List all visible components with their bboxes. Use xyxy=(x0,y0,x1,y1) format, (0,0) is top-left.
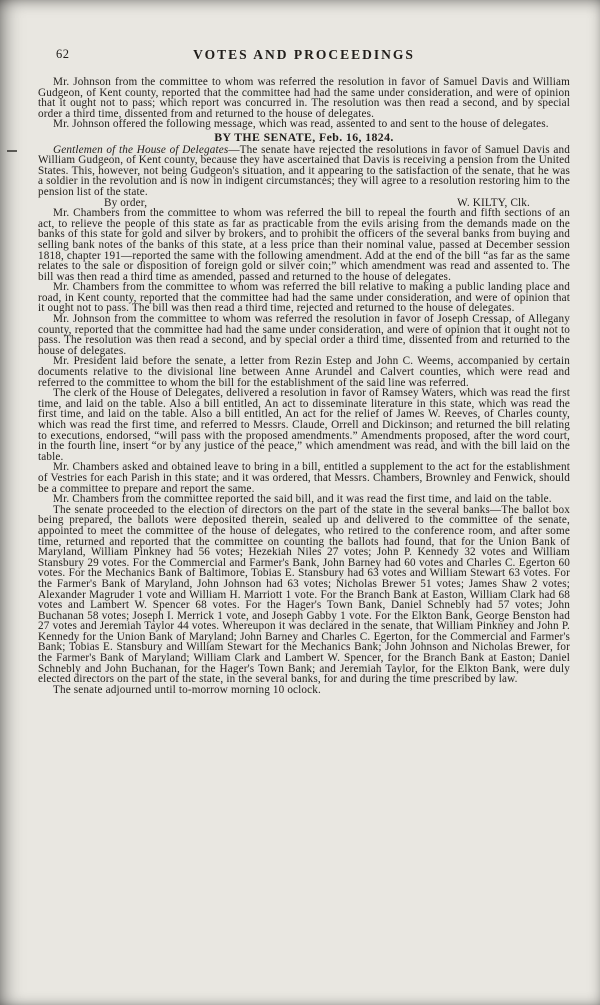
paragraph: Mr. Johnson offered the following message, which was read, assented to and sent to the house of delegates. xyxy=(53,118,549,131)
address-paragraph xyxy=(38,145,570,198)
by-order-label: By order, xyxy=(104,196,148,209)
paragraph-text: —The senate have rejected the resolutions in favor of Samuel Davis and William Gudgeon, of Kent county, because they have ascertained that Davis is receiving a pension from the United States. This, however, not being Gudgeon's situation, and it appearing to the satisfaction of the senate, that he was a soldier in the revolution and is now in indigent circumstances; they will agree to a resolution restoring him to the pension list of the state. xyxy=(38,143,570,198)
salutation-text: Gentlemen of the House of Delegates xyxy=(53,143,229,156)
paragraph: Mr. Chambers from the committee reported the said bill, and it was read the first time, and laid on the table. xyxy=(53,493,552,506)
paragraph: Mr. Chambers from the committee to whom was referred the bill to repeal the fourth and fifth sections of an act, to relieve the people of this state as far as practicable from the evils arising from the demands made on the banks of this state for gold and silver by brokers, and to prohibit the officers of the several banks from buying and selling bank notes of the banks of this state, at a less price than their nominal value, passed at December session 1818, chapter 191—reported the same with the following amendment. Add at the end of the bill “as far as the same relates to the sale or disposition of foreign gold or silver coin;” which amendment was read and assented to. The bill was then read a third time as amended, passed and returned to the house of delegates. xyxy=(38,207,570,283)
scan-artifact xyxy=(7,150,17,152)
page-title: VOTES AND PROCEEDINGS xyxy=(193,47,415,62)
paragraph: The senate adjourned until to-morrow morning 10 oclock. xyxy=(53,683,321,696)
paragraph: Mr. Chambers from the committee to whom was referred the bill relative to making a public landing place and road, in Kent county, reported that the committee had had the same under consideration, and were of opinion that it ought not to pass. The bill was then read a third time, rejected and returned to the house of delegates. xyxy=(38,281,570,315)
paragraph: Mr. Johnson from the committee to whom was referred the resolution in favor of Joseph Cressap, of Allegany county, reported that the committee had had the same under consideration, and were of opinion that it ought not to pass. The resolution was then read a second, and by special order a third time, dissented from and returned to the house of delegates. xyxy=(38,313,570,357)
clerk-signature: W. KILTY, Clk. xyxy=(457,196,530,209)
paragraph: Mr. President laid before the senate, a letter from Rezin Estep and John C. Weems, accompanied by certain documents relative to the divisional line between Anne Arundel and Calvert counties, which were read and referred to the committee to whom the bill for the establishment of the said line was referred. xyxy=(38,355,570,389)
paragraph: The senate proceeded to the election of directors on the part of the state in the several banks—The ballot box being prepared, the ballots were deposited therein, sealed up and delivered to the committee of the senate, appointed to meet the committee of the house of delegates, who retired to the conference room, and after some time, returned and reported that the committee on counting the ballots had found, that for the Union Bank of Maryland, William Pinkney had 56 votes; Hezekiah Niles 27 votes; John P. Kennedy 32 votes and William Stansbury 29 votes. For the Commercial and Farmer's Bank, John Barney had 60 votes and Charles C. Egerton 60 votes. For the Mechanics Bank of Baltimore, Tobias E. Stansbury had 63 votes and William Stewart 63 votes. For the Farmer's Bank of Maryland, John Johnson had 63 votes; Nicholas Brewer 51 votes; James Shaw 2 votes; Alexander Magruder 1 vote and William H. Marriott 1 vote. For the Branch Bank at Easton, William Clark had 68 votes and Lambert W. Spencer 68 votes. For the Hager's Town Bank, Daniel Schnebly had 57 votes; John Buchanan 58 votes; Joseph I. Merrick 1 vote, and Joseph Gabby 1 vote. For the Elkton Bank, George Benston had 27 votes and Jeremiah Taylor 44 votes. Whereupon it was declared in the senate, that William Pinkney and John P. Kennedy for the Union Bank of Maryland; John Barney and Charles C. Egerton, for the Commercial and Farmer's Bank; Tobias E. Stansbury and William Stewart for the Mechanics Bank; John Johnson and Nicholas Brewer, for the Farmer's Bank of Maryland; William Clark and Lambert W. Spencer, for the Branch Bank at Easton; Daniel Schnebly and John Buchanan, for the Hager's Town Bank; and Jeremiah Taylor, for the Elkton Bank, were duly elected directors on the part of the state, in the several banks, for and during the time prescribed by law. xyxy=(38,503,570,686)
page-header xyxy=(38,46,570,62)
page-body xyxy=(38,77,570,695)
paragraph: Mr. Chambers asked and obtained leave to bring in a bill, entitled a supplement to the act for the establishment of Vestries for each Parish in this state; and it was ordered, that Messrs. Chambers, Brownley and Fenwick, should be a committee to prepare and report the same. xyxy=(38,461,570,495)
page-number: 62 xyxy=(56,47,70,61)
section-heading: BY THE SENATE, Feb. 16, 1824. xyxy=(214,129,394,144)
paragraph: The clerk of the House of Delegates, delivered a resolution in favor of Ramsey Waters, which was read the first time, and laid on the table. Also a bill entitled, An act to disseminate literature in this state, which was read the first time, and laid on the table. Also a bill entitled, An act for the relief of James W. Reeves, of Charles county, which was read the first time, and referred to Messrs. Claude, Orrell and Dickinson; and returned the bill relating to executions, endorsed, “will pass with the proposed amendments.” Amendments proposed, after the word court, in the fourth line, insert “or by any justice of the peace,” which amendment was read, and with the bill laid on the table. xyxy=(38,387,570,463)
paragraph: Mr. Johnson from the committee to whom was referred the resolution in favor of Samuel Davis and William Gudgeon, of Kent county, reported that the committee had had the same under consideration, and were of opinion that it ought not to pass; which report was concurred in. The resolution was then read a second, and by special order a third time, dissented from and returned to the house of delegates. xyxy=(38,76,570,120)
